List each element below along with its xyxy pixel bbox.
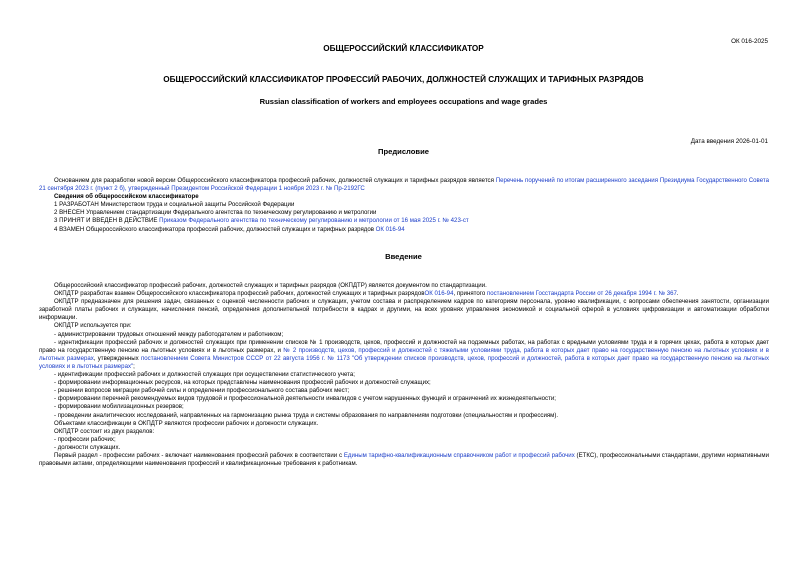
list-item: - формировании перечней рекомендуемых видов трудовой и профессиональной деятельности инвалидов с учетом нарушенных функций и ограничений их жизнедеятельности; — [54, 395, 556, 403]
intro-p2-text: . — [676, 290, 679, 298]
ok-016-94-intro-link[interactable]: ОК 016-94 — [424, 290, 454, 298]
list-item: - должности служащих. — [54, 443, 121, 451]
list-item: - формировании информационных ресурсов, на которых представлены наименования профессий рабочих и должностей служащих; — [54, 379, 431, 387]
rosstandart-order-link[interactable]: Приказом Федерального агентства по техническому регулированию и метрологии от 16 мая 2025 г. № 423-ст — [159, 217, 469, 225]
intro-paragraph: ОКПДТР предназначен для решения задач, связанных с оценкой численности рабочих и служащих, учетом состава и распределением кадров по категориям персонала, уровню квалификации, с вопросами обеспечения занятости, организации заработной платы рабочих и служащих, начисления пенсий, определения дополнительной потребности в кадрах и другими, на всех уровнях управления экономикой и социальной сферой в условиях цифровизации и автоматизации обработки информации. — [39, 298, 769, 322]
intro-paragraph: Объектами классификации в ОКПДТР являются профессии рабочих и должности служащих. — [54, 419, 319, 427]
preface-title: Предисловие — [378, 147, 429, 156]
intro-paragraph — [39, 452, 769, 468]
english-title: Russian classification of workers and employees occupations and wage grades — [259, 97, 548, 106]
list-item — [39, 339, 769, 371]
preface-paragraph — [39, 177, 769, 193]
list-item: - решении вопросов миграции рабочей силы и определении профессионального состава рабочих мест; — [54, 387, 350, 395]
etks-link[interactable]: Единым тарифно-квалификационным справочником работ и профессий рабочих — [343, 451, 575, 459]
preface-item-3-text: 3 ПРИНЯТ И ВВЕДЕН В ДЕЙСТВИЕ — [54, 217, 160, 225]
preface-section — [39, 177, 769, 234]
list-item-text: , утвержденных — [93, 354, 141, 362]
intro-p17-text: Первый раздел - профессии рабочих - включает наименования профессий рабочих в соответствии с — [54, 451, 344, 459]
list-2-link[interactable]: № 2 производств, цехов, профессий и должностей с тяжелыми условиями труда, работа в которых дает право на государственную пенсию на льготных условиях и в льготных размерах — [39, 346, 769, 362]
intro-paragraph: ОКПДТР используется при: — [54, 322, 132, 330]
document-title: ОБЩЕРОССИЙСКИЙ КЛАССИФИКАТОР — [323, 44, 484, 53]
effective-date: Дата введения 2026-01-01 — [690, 138, 768, 145]
intro-p2-text: , принятого — [453, 290, 487, 298]
list-item-text: - идентификации профессий рабочих и должностей служащих при применении списков № 1 производств, цехов, профессий и должностей на подземных работах, на работах с вредными условиями труда и в горячих цехах, работа в которых дает право на государственную пенсию на льготных условиях и в льготных размерах, и — [39, 338, 769, 354]
classifier-full-title: ОБЩЕРОССИЙСКИЙ КЛАССИФИКАТОР ПРОФЕССИЙ РАБОЧИХ, ДОЛЖНОСТЕЙ СЛУЖАЩИХ И ТАРИФНЫХ РАЗРЯДОВ — [163, 75, 644, 84]
order-list-link[interactable]: Перечень поручений по итогам расширенного заседания Президиума Государственного Совета 21 сентября 2023 г. (пункт 2 б), утвержденный Президентом Российской Федерации 1 ноября 2023 г. № Пр-2192ГС — [39, 177, 769, 193]
list-item: - проведении аналитических исследований, направленных на гармонизацию рынка труда и системы образования по направлениям подготовки (специальностям и профессиям). — [54, 411, 559, 419]
preface-item-4 — [39, 226, 769, 234]
ussr-resolution-link[interactable]: постановлением Совета Министров СССР от 22 августа 1956 г. № 1173 "Об утверждении списков производств, цехов, профессий и должностей, работа в которых дает право на государственную пенсию на льготных условиях и в льготных размерах" — [39, 354, 769, 370]
intro-paragraph: ОКПДТР состоит из двух разделов: — [54, 427, 155, 435]
list-item: - профессии рабочих; — [54, 435, 116, 443]
info-subtitle: Сведения об общероссийском классификаторе — [54, 193, 199, 201]
intro-p2-text: ОКПДТР разработан взамен Общероссийского классификатора профессий рабочих, должностей служащих и тарифных разрядов — [54, 290, 425, 298]
intro-p17-text: (ЕТКС), профессиональными стандартами, другими нормативными правовыми актами, определяющими наименования профессий и квалификационные требования к работникам. — [39, 451, 769, 468]
list-item: - формировании мобилизационных резервов; — [54, 403, 184, 411]
preface-p1-text: Основанием для разработки новой версии Общероссийского классификатора профессий рабочих, должностей служащих и тарифных разрядов является — [54, 177, 496, 184]
list-item: - администрировании трудовых отношений между работодателем и работником; — [54, 330, 284, 338]
gosstandart-resolution-link[interactable]: постановлением Госстандарта России от 26 декабря 1994 г. № 367 — [486, 290, 677, 298]
intro-title: Введение — [385, 252, 422, 261]
preface-item-3 — [39, 217, 769, 225]
preface-item-4-text: 4 ВЗАМЕН Общероссийского классификатора профессий рабочих, должностей служащих и тарифных разрядов — [54, 225, 376, 233]
preface-item-1: 1 РАЗРАБОТАН Министерством труда и социальной защиты Российской Федерации — [54, 201, 295, 209]
list-item: - идентификации профессий рабочих и должностей служащих при осуществлении статистического учета; — [54, 371, 355, 379]
intro-paragraph: Общероссийский классификатор профессий рабочих, должностей служащих и тарифных разрядов (ОКПДТР) является документом по стандартизации. — [54, 282, 487, 289]
list-item-text: ; — [133, 362, 135, 370]
preface-item-2: 2 ВНЕСЕН Управлением стандартизации Федерального агентства по техническому регулированию и метрологии — [54, 209, 377, 217]
intro-paragraph — [39, 290, 769, 298]
ok-016-94-link[interactable]: ОК 016-94 — [375, 225, 405, 233]
document-code: ОК 016-2025 — [731, 38, 768, 45]
intro-section — [39, 282, 769, 468]
